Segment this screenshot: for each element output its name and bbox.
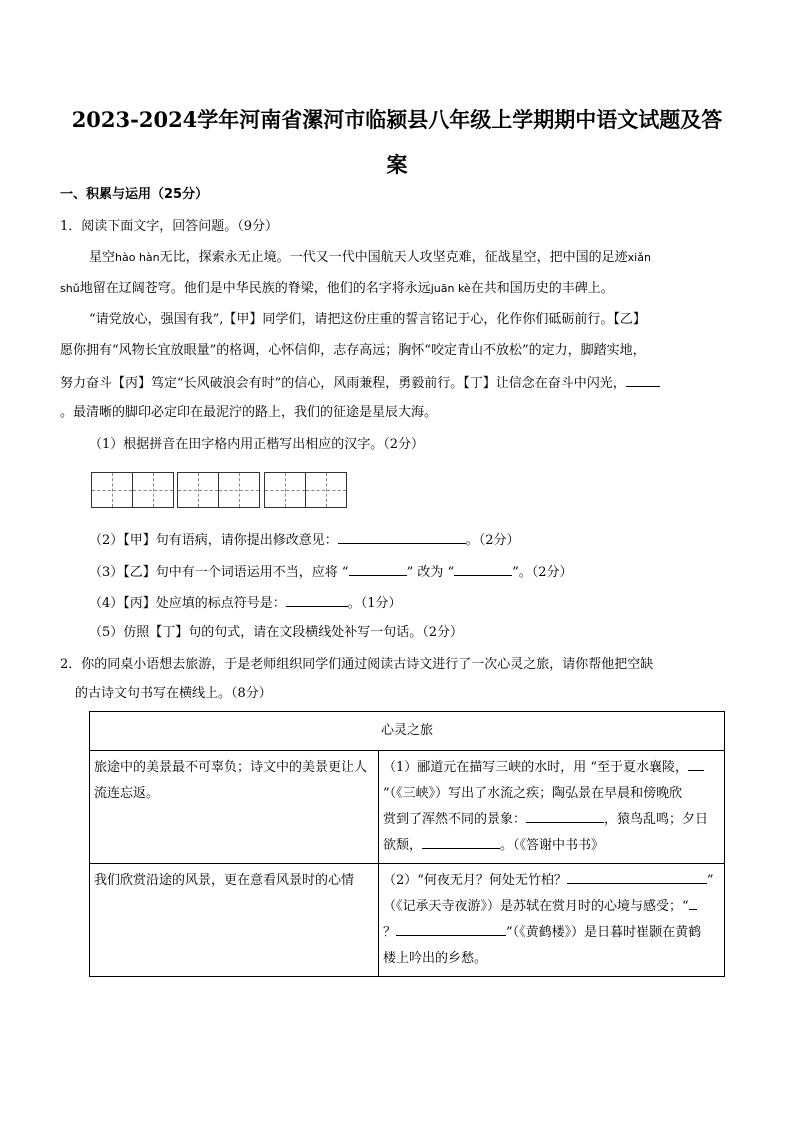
- text-span: ” 改为 “: [406, 565, 455, 580]
- q1-para2-line2: 愿你拥有“风物长宜放眼量”的格调，心怀信仰，志存高远；胸怀“咬定青山不放松”的定力，脚踏实地，: [60, 343, 646, 358]
- answer-blank[interactable]: [422, 835, 500, 849]
- answer-blank[interactable]: [454, 562, 512, 576]
- row1-line1: [383, 755, 720, 781]
- poem-table: [89, 711, 725, 977]
- text-span: ”。（2分）: [512, 565, 573, 580]
- row1-theme: 旅途中的美景最不可辜负；诗文中的美景更让人流连忘返。: [90, 751, 379, 864]
- q1-sub2: [89, 530, 520, 550]
- pinyin-juanke: juān kè: [430, 282, 471, 295]
- tianzige-group-3[interactable]: [264, 472, 347, 508]
- row2-theme: 我们欣赏沿途的风景，更在意看风景时的心情: [90, 864, 379, 977]
- text-span: 。（1分）: [347, 596, 402, 611]
- row2-line3: [383, 920, 720, 946]
- q1-para2-line4: 。最清晰的脚印必定印在最泥泞的路上，我们的征途是星辰大海。: [60, 405, 438, 420]
- text-span: （4）【丙】处应填的标点符号是：: [89, 596, 286, 611]
- answer-blank[interactable]: [338, 530, 466, 544]
- text-span: 无比，探索永无止境。一代又一代中国航天人攻坚克难，征战星空，把中国的足迹: [159, 250, 628, 265]
- text-span: 。（《答谢中书书》: [500, 838, 605, 853]
- q1-sub5: （5）仿照【丁】句的句式，请在文段横线处补写一句话。（2分）: [89, 625, 464, 640]
- exam-title-line1: 2023-2024学年河南省漯河市临颍县八年级上学期期中语文试题及答: [71, 107, 723, 132]
- text-span: （《记承天寺夜游》）是苏轼在赏月时的心境与感受；“: [383, 899, 689, 914]
- text-span: ，猿鸟乱鸣；夕日: [604, 812, 709, 827]
- text-span: ”（《黄鹤楼》）是日暮时崔颢在黄鹤: [506, 925, 702, 940]
- answer-blank[interactable]: [286, 593, 348, 607]
- q1-para2-line1: “请党放心，强国有我”,【甲】同学们，请把这份庄重的誓言铭记于心，化作你们砥砺前行。【乙】: [89, 312, 646, 327]
- row2-line2: [383, 894, 720, 920]
- section-heading: 一、积累与运用（25分）: [60, 187, 209, 202]
- row1-content: [379, 751, 725, 864]
- answer-blank[interactable]: [396, 922, 506, 936]
- q1-sub4: [89, 593, 402, 613]
- text-span: 欲颓，: [383, 838, 423, 853]
- pinyin-haohan: hào hàn: [115, 251, 160, 264]
- text-span: （3）【乙】句中有一个词语运用不当，应将 “: [89, 565, 349, 580]
- tianzige-cell[interactable]: [305, 472, 347, 508]
- q2-stem-line1: 2．你的同桌小语想去旅游，于是老师组织同学们通过阅读古诗文进行了一次心灵之旅，请你帮他把空缺: [60, 657, 654, 672]
- tianzige-cell[interactable]: [132, 472, 174, 508]
- q1-para1-line1: [89, 249, 651, 267]
- exam-title-line2: 案: [386, 152, 408, 177]
- q1-sub1: （1）根据拼音在田字格内用正楷写出相应的汉字。（2分）: [89, 437, 425, 452]
- table-row: [90, 751, 725, 864]
- q1-para2-line3: [60, 373, 660, 393]
- row2-line4: 楼上吟出的乡愁。: [383, 951, 488, 966]
- text-span: 努力奋斗【丙】笃定“长风破浪会有时”的信心，风雨兼程，勇毅前行。【丁】让信念在奋斗中闪光，: [60, 376, 626, 391]
- answer-blank[interactable]: [689, 896, 697, 910]
- table-header: 心灵之旅: [90, 712, 725, 751]
- text-span: 。（2分）: [465, 533, 520, 548]
- text-span: 赏到了浑然不同的景象：: [383, 812, 527, 827]
- row1-line2: ”（《三峡》）写出了水流之疾；陶弘景在早晨和傍晚欣: [383, 786, 683, 801]
- row1-line3: [383, 807, 720, 833]
- tianzige-cell[interactable]: [218, 472, 260, 508]
- text-span: （1）郦道元在描写三峡的水时，用 “至于夏水襄陵，: [383, 760, 689, 775]
- row1-line4: [383, 833, 720, 859]
- answer-blank[interactable]: [526, 809, 604, 823]
- tianzige-group-2[interactable]: [177, 472, 260, 508]
- text-span: ？: [383, 925, 397, 940]
- text-span: 星空: [89, 250, 116, 265]
- q1-para1-line2: [60, 280, 614, 298]
- table-row: [90, 864, 725, 977]
- answer-blank[interactable]: [567, 870, 707, 884]
- text-span: ”: [706, 873, 714, 888]
- tianzige-cell[interactable]: [264, 472, 306, 508]
- tianzige-group-1[interactable]: [91, 472, 174, 508]
- q1-stem: 1．阅读下面文字，回答问题。（9分）: [60, 219, 279, 234]
- text-span: 在共和国历史的丰碑上。: [470, 281, 614, 296]
- tianzige-cell[interactable]: [91, 472, 133, 508]
- text-span: 地留在辽阔苍穹。他们是中华民族的脊梁，他们的名字将永远: [79, 281, 431, 296]
- q1-sub3: [89, 562, 573, 582]
- text-span: （2）【甲】句有语病，请你提出修改意见：: [89, 533, 338, 548]
- tianzige-cell[interactable]: [177, 472, 219, 508]
- q2-stem-line2: 的古诗文句书写在横线上。（8分）: [75, 686, 272, 701]
- answer-blank[interactable]: [626, 373, 660, 387]
- text-span: （2）“何夜无月？何处无竹柏？: [383, 873, 567, 888]
- answer-blank[interactable]: [688, 757, 704, 771]
- pinyin-xian: xiǎn: [627, 251, 651, 264]
- row2-line1: [383, 868, 720, 894]
- row2-content: [379, 864, 725, 977]
- pinyin-shu: shǔ: [60, 282, 80, 295]
- answer-blank[interactable]: [349, 562, 407, 576]
